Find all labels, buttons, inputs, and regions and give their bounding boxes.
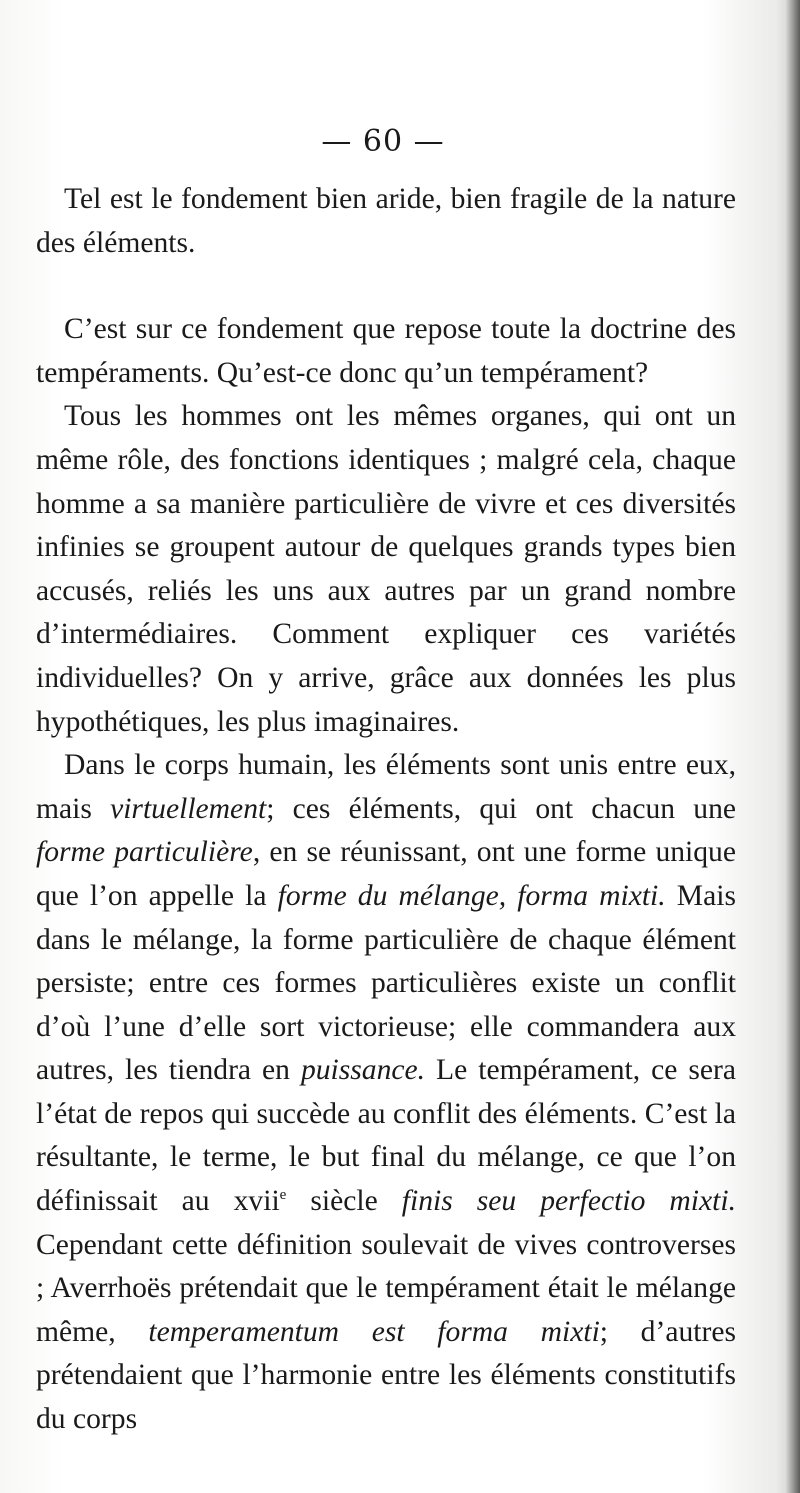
italic-text: forme du mélange, forma mixti. <box>277 879 666 912</box>
text-run: Cependant cette définition soulevait de vives controverses ; Averrhoës prétendait que le tempérament était le mélange même, <box>36 1228 736 1348</box>
book-spine-shadow <box>786 0 800 1493</box>
text-run: Mais dans le mélange, la forme particulière de chaque élément persiste; entre ces formes particulières existe un conflit d’où l’une d’elle sort victorieuse; elle commandera aux autres, les tiendra en <box>36 879 736 1087</box>
paragraph-1 <box>36 178 736 265</box>
italic-text: temperamentum est forma mixti <box>148 1315 600 1348</box>
text-run: C’est sur ce fondement que repose toute la doctrine des tempéraments. Qu’est-ce donc qu’un tempérament? <box>36 313 736 389</box>
italic-text: puissance. <box>300 1054 426 1087</box>
text-run: ; d’autres prétendaient que l’harmonie entre les éléments constitutifs du corps <box>36 1315 736 1436</box>
text-run: , en se réunissant, ont une forme unique que l’on appelle la <box>36 836 736 912</box>
paragraph-3 <box>36 395 736 744</box>
italic-text: finis seu perfectio mixti. <box>401 1185 736 1218</box>
italic-text: forme particulière <box>36 836 253 869</box>
body-text <box>36 178 736 1442</box>
text-run: Le tempérament, ce sera l’état de repos qui succède au conflit des éléments. C’est la résultante, le terme, le but final du mélange, ce que l’on définissait au <box>36 1054 736 1218</box>
text-run: ; ces éléments, qui ont chacun une <box>266 792 737 825</box>
text-run: Dans le corps humain, les éléments sont unis entre eux, mais <box>36 749 736 825</box>
text-run: Tous les hommes ont les mêmes organes, qui ont un même rôle, des fonctions identiques ; malgré cela, chaque homme a sa manière particulière de vivre et ces diversités infinies se groupent autour de quelques grands types bien accusés, reliés les uns aux autres par un grand nombre d’intermédiaires. Comment expliquer ces variétés individuelles? On y arrive, grâce aux données les plus hypothétiques, les plus imaginaires. <box>36 400 736 738</box>
text-run: Tel est le fondement bien aride, bien fragile de la nature des éléments. <box>36 183 736 259</box>
paragraph-2 <box>36 308 736 395</box>
paragraph-4 <box>36 744 736 1442</box>
page-number: — 60 — <box>321 124 445 159</box>
text-run: xvii <box>233 1185 280 1218</box>
superscript-text: e <box>279 1187 287 1204</box>
text-run: siècle <box>286 1185 402 1218</box>
italic-text: virtuellement <box>110 792 267 825</box>
